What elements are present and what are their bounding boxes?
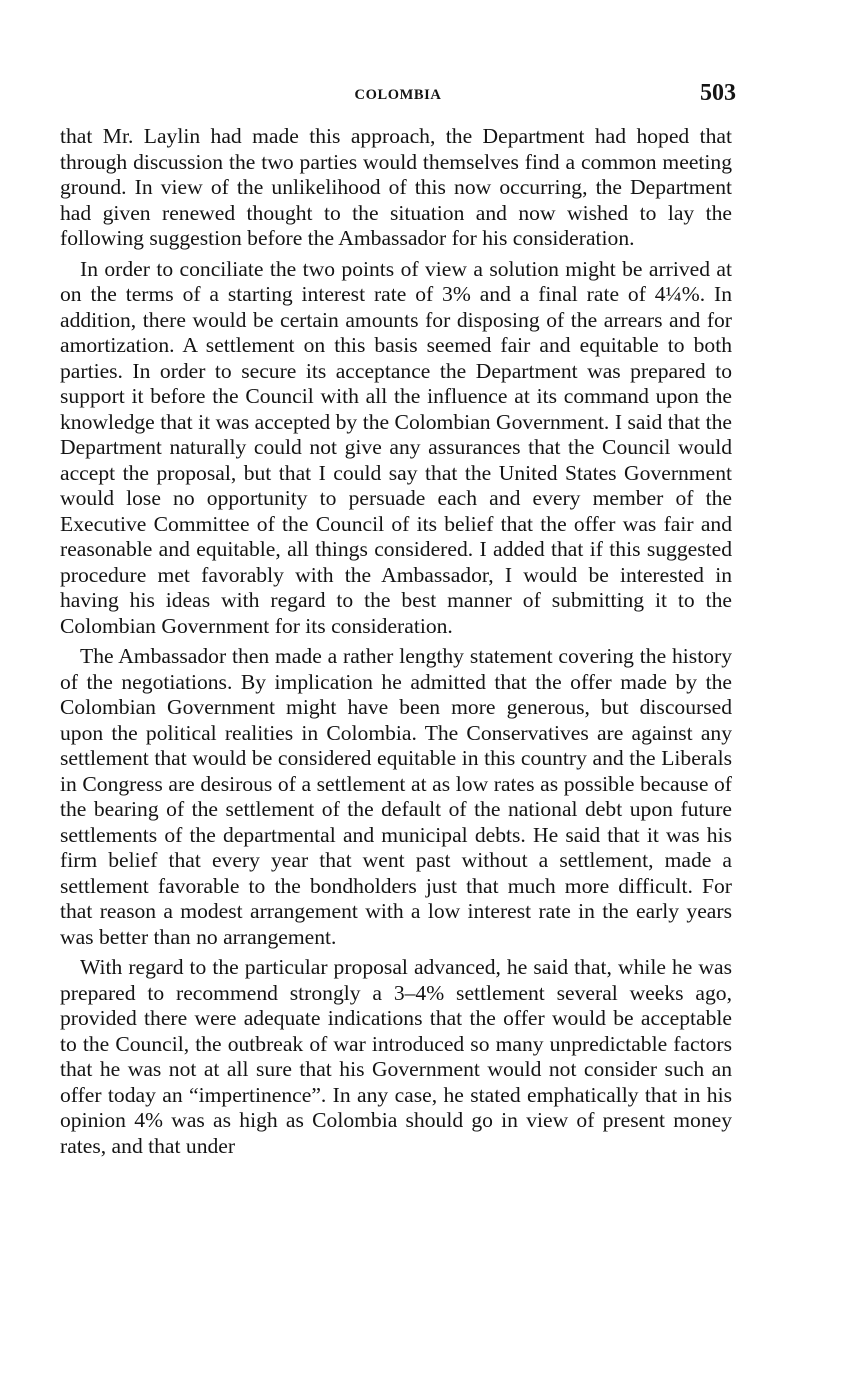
paragraph-particular-proposal: With regard to the particular proposal advanced, he said that, while he was prepared to recommend strongly a 3–4% settlement several weeks ago, provided there were adequate indications that the offer would be acceptable to the Council, the outbreak of war introduced so many unpredictable factors that he was not at all sure that his Government would not consider such an offer today an “impertinence”. In any case, he stated emphatically that in his opinion 4% was as high as Colombia should go in view of present money rates, and that under: [60, 955, 732, 1158]
body-text: [60, 124, 732, 1164]
paragraph-proposal: In order to conciliate the two points of view a solution might be arrived at on the terms of a starting interest rate of 3% and a final rate of 4¼%. In addition, there would be certain amounts for disposing of the arrears and for amortization. A settlement on this basis seemed fair and equitable to both parties. In order to secure its acceptance the Department was prepared to support it before the Council with all the influence at its command upon the knowledge that it was accepted by the Colombian Government. I said that the Department naturally could not give any assurances that the Council would accept the proposal, but that I could say that the United States Government would lose no opportunity to persuade each and every member of the Executive Committee of the Council of its belief that the offer was fair and reasonable and equitable, all things considered. I added that if this suggested procedure met favorably with the Ambassador, I would be interested in having his ideas with regard to the best manner of submitting it to the Colombian Government for its consideration.: [60, 256, 732, 638]
paragraph-ambassador-statement: The Ambassador then made a rather lengthy statement covering the history of the negotiations. By implication he admitted that the offer made by the Colombian Government might have been more generous, but discoursed upon the political realities in Colombia. The Conservatives are against any settlement that would be considered equitable in this country and the Liberals in Congress are desirous of a settlement at as low rates as possible because of the bearing of the settlement of the default of the national debt upon future settlements of the departmental and municipal debts. He said that it was his firm belief that every year that went past without a settlement, made a settlement favorable to the bondholders just that much more difficult. For that reason a modest arrangement with a low interest rate in the early years was better than no arrangement.: [60, 644, 732, 949]
running-title: COLOMBIA: [354, 87, 442, 103]
paragraph-continuation: that Mr. Laylin had made this approach, the Department had hoped that through discussion the two parties would themselves find a common meeting ground. In view of the unlikelihood of this now occurring, the Department had given renewed thought to the situation and now wished to lay the following suggestion before the Ambassador for his consideration.: [60, 124, 732, 250]
running-head: [60, 80, 736, 112]
page-number: 503: [700, 80, 736, 106]
